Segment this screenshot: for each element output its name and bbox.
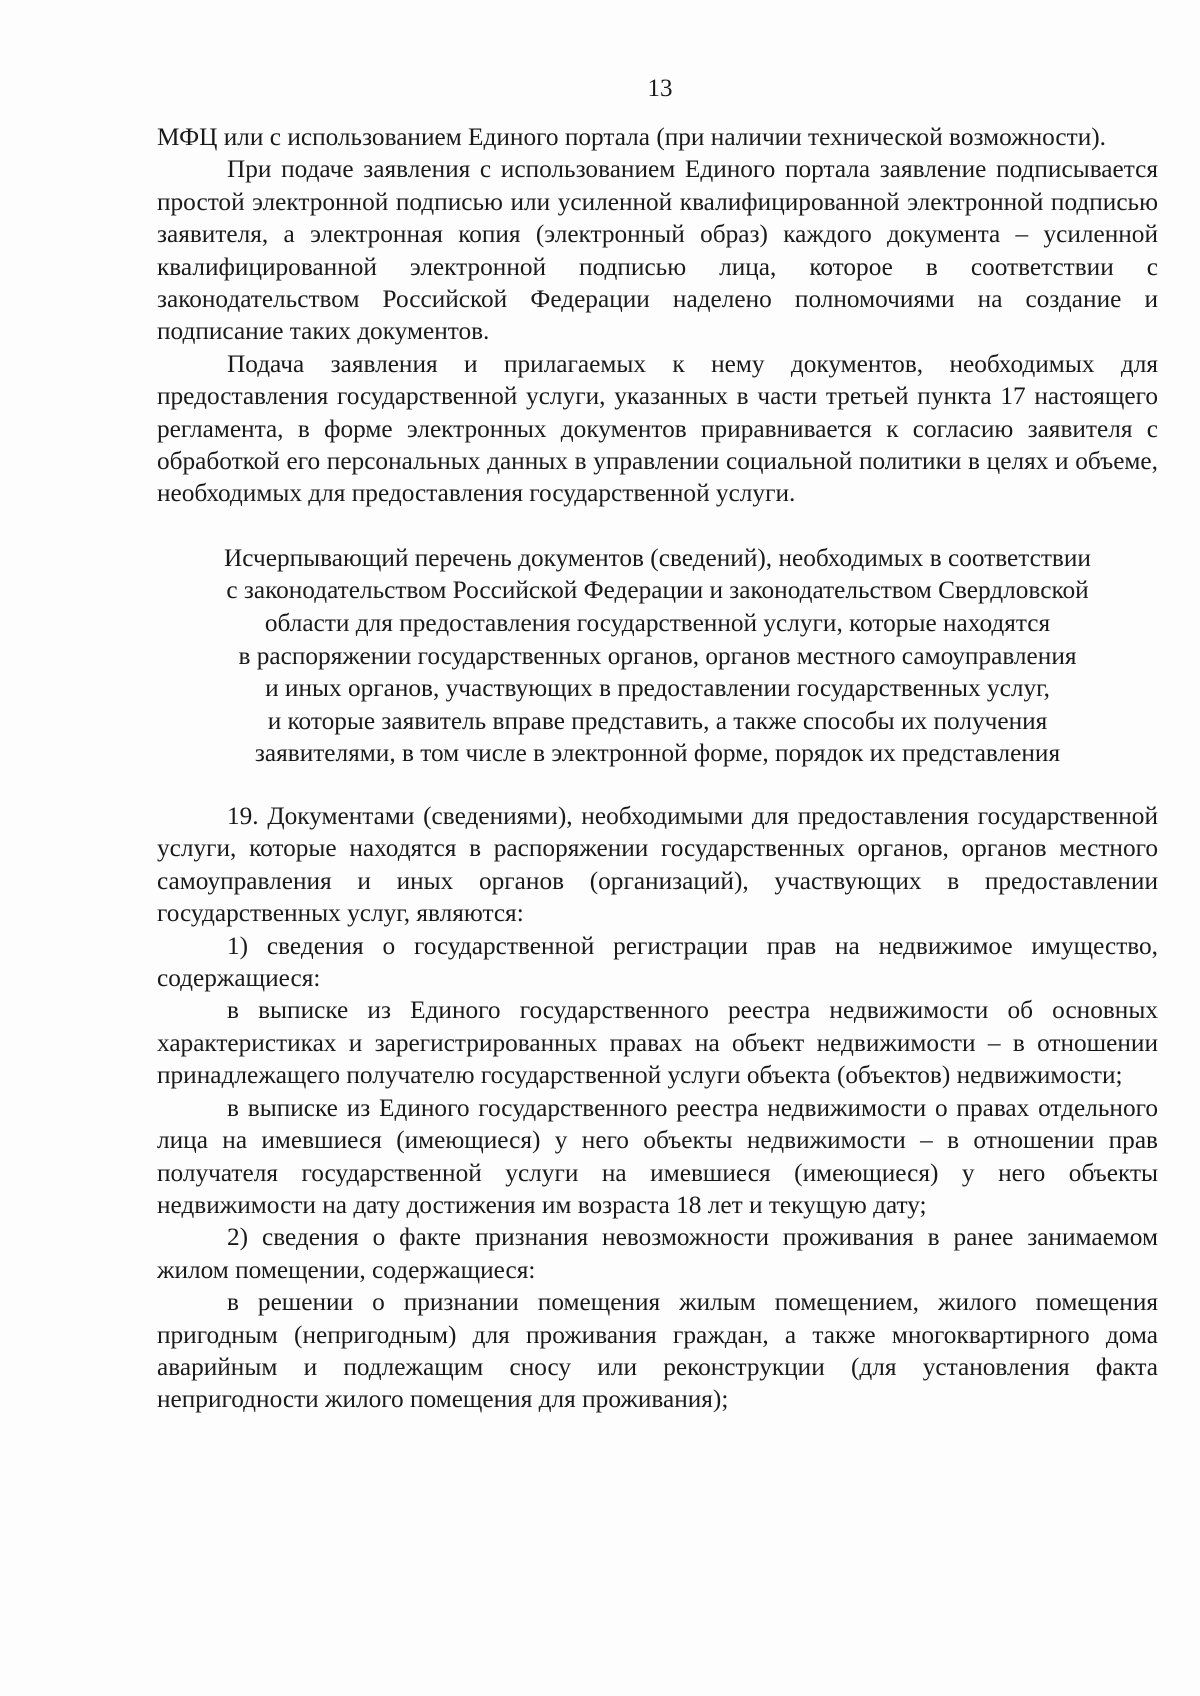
paragraph-egrn-extract-rights: в выписке из Единого государственного реестра недвижимости о правах отдельного лица на имевшиеся (имеющиеся) у него объекты недвижимости – в отношении прав получателя государственной услуги на имевшиеся (имеющиеся) у него объекты недвижимости на дату достижения им возраста 18 лет и текущую дату; bbox=[157, 1093, 1158, 1219]
page-number: 13 bbox=[647, 75, 673, 102]
paragraph-housing-decision: в решении о признании помещения жилым помещением, жилого помещения пригодным (непригодным) для проживания граждан, а также многоквартирного дома аварийным и подлежащим сносу или реконструкции (для установления факта непригодности жилого помещения для проживания); bbox=[157, 1288, 1158, 1414]
heading-line: области для предоставления государственной услуги, которые находятся bbox=[264, 609, 1051, 638]
heading-line: и иных органов, участвующих в предоставлении государственных услуг, bbox=[265, 674, 1050, 703]
paragraph-electronic-signature: При подаче заявления с использованием Единого портала заявление подписывается простой электронной подписью или усиленной квалифицированной электронной подписью заявителя, а электронная копия (электронный образ) каждого документа – усиленной квалифицированной электронной подписью лица, которое в соответствии с законодательством Российской Федерации наделено полномочиями на создание и подписание таких документов. bbox=[157, 155, 1158, 346]
heading-line: Исчерпывающий перечень документов (сведений), необходимых в соответствии bbox=[224, 543, 1091, 572]
paragraph-subitem-1: 1) сведения о государственной регистрации прав на недвижимое имущество, содержащиеся: bbox=[157, 931, 1158, 993]
heading-line: заявителями, в том числе в электронной форме, порядок их представления bbox=[254, 739, 1061, 768]
paragraph-subitem-2: 2) сведения о факте признания невозможности проживания в ранее занимаемом жилом помещении, содержащиеся: bbox=[157, 1223, 1158, 1284]
paragraph-item-19: 19. Документами (сведениями), необходимыми для предоставления государственной услуги, которые находятся в распоряжении государственных органов, органов местного самоуправления и иных органов (организаций), участвующих в предоставлении государственных услуг, являются: bbox=[157, 802, 1158, 928]
paragraph-consent: Подача заявления и прилагаемых к нему документов, необходимых для предоставления государственной услуги, указанных в части третьей пункта 17 настоящего регламента, в форме электронных документов приравнивается к согласию заявителя с обработкой его персональных данных в управлении социальной политики в целях и объеме, необходимых для предоставления государственной услуги. bbox=[157, 349, 1158, 508]
section-heading bbox=[157, 542, 1158, 770]
heading-line: и которые заявитель вправе представить, а также способы их получения bbox=[267, 706, 1048, 735]
paragraph-egrn-extract-main: в выписке из Единого государственного реестра недвижимости об основных характеристиках и зарегистрированных правах на объект недвижимости – в отношении принадлежащего получателю государственной услуги объекта (объектов) недвижимости; bbox=[157, 996, 1158, 1090]
heading-line: в распоряжении государственных органов, органов местного самоуправления bbox=[238, 641, 1077, 670]
document-body bbox=[157, 121, 1158, 1416]
continuation-paragraph: МФЦ или с использованием Единого портала (при наличии технической возможности). bbox=[157, 123, 1107, 151]
heading-line: с законодательством Российской Федерации и законодательством Свердловской bbox=[226, 576, 1089, 605]
